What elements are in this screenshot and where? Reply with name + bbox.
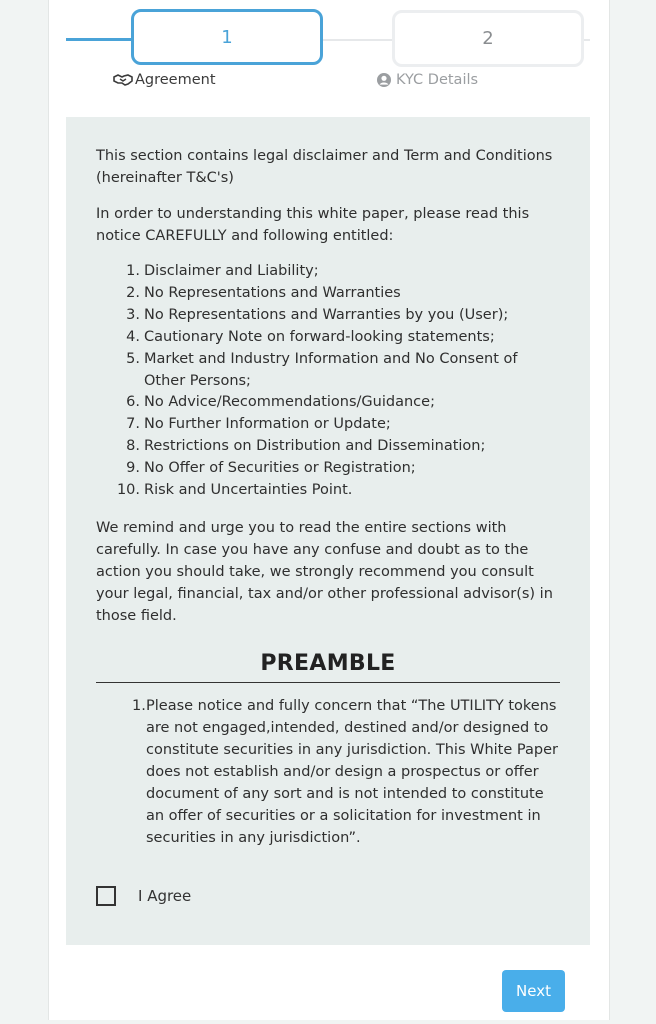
preamble-divider: [96, 682, 560, 683]
list-item: 9. No Offer of Securities or Registration;: [126, 460, 416, 477]
stepper-progress-line: [66, 38, 134, 41]
step-2-label: [376, 72, 478, 88]
preamble-item-number: 1.: [132, 698, 146, 714]
list-item: 1. Disclaimer and Liability;: [126, 263, 319, 279]
step-1-label-text: Agreement: [135, 72, 216, 88]
intro-text: This section contains legal disclaimer and Term and Conditions (hereinafter T&C's): [96, 148, 553, 186]
list-item: 4. Cautionary Note on forward-looking statements;: [126, 328, 495, 345]
list-item: 2. No Representations and Warranties: [126, 284, 401, 301]
step-2-number: 2: [482, 28, 494, 49]
step-2-button[interactable]: [392, 10, 584, 67]
user-circle-icon: [376, 72, 392, 88]
handshake-icon: [113, 73, 131, 87]
step-2-label-text: KYC Details: [396, 72, 479, 88]
disclaimer-list: [114, 261, 554, 502]
list-item: 6. No Advice/Recommendations/Guidance;: [126, 394, 435, 411]
list-item: 5. Market and Industry Information and No Consent of Other Persons;: [126, 350, 518, 389]
agreement-panel: [66, 117, 590, 945]
reminder-text: We remind and urge you to read the entire sections with carefully. In case you have any confuse and doubt as to the action you should take, we strongly recommend you consult your legal, financial, tax and/or other professional advisor(s) in those field.: [96, 520, 553, 624]
instruction-text: In order to understanding this white paper, please read this notice CAREFULLY and following entitled:: [96, 206, 530, 244]
agree-row: [96, 886, 191, 906]
agree-checkbox[interactable]: [96, 886, 116, 906]
preamble-item-text: Please notice and fully concern that “The UTILITY tokens are not engaged,intended, destined and/or designed to constitute securities in any jurisdiction. This White Paper does not establish and/or design a prospectus or offer document of any sort and is not intended to constitute an offer of securities or a solicitation for investment in securities in any jurisdiction”.: [146, 698, 558, 846]
list-item: 8. Restrictions on Distribution and Dissemination;: [126, 438, 486, 455]
step-1-label: [113, 72, 216, 88]
stepper-connector-line: [322, 39, 394, 41]
list-item: 3. No Representations and Warranties by you (User);: [126, 306, 509, 323]
list-item: 7. No Further Information or Update;: [126, 416, 391, 433]
next-button[interactable]: Next: [502, 970, 565, 1012]
step-1-number: 1: [221, 26, 233, 48]
step-1-button[interactable]: [131, 9, 323, 65]
list-item: 10. Risk and Uncertainties Point.: [116, 482, 353, 499]
preamble-item: [132, 695, 562, 849]
preamble-heading: PREAMBLE: [260, 651, 396, 676]
agree-label[interactable]: I Agree: [138, 887, 192, 905]
